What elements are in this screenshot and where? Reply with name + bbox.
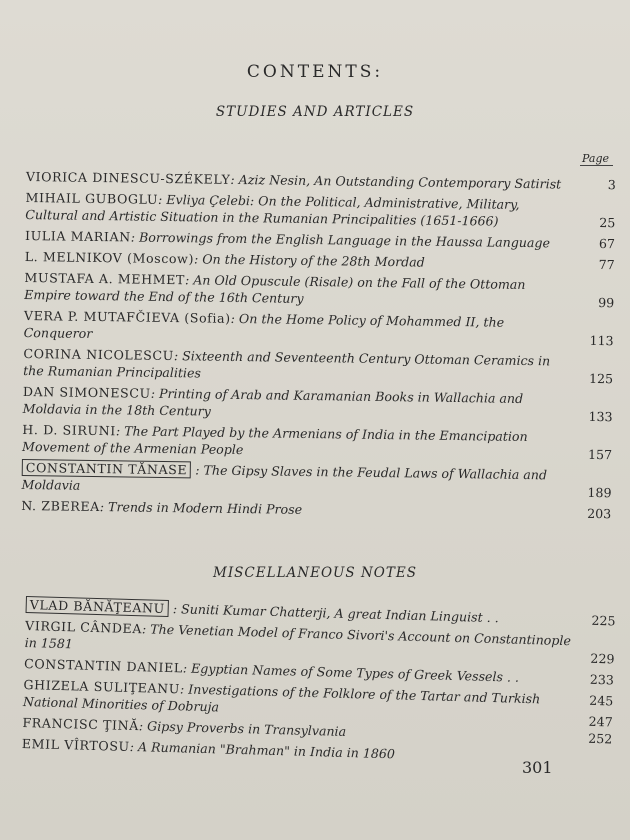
entry-page-number: 252 — [587, 730, 613, 747]
entry-author: L. MELNIKOV (Moscow) — [24, 248, 195, 267]
toc-entry — [24, 307, 614, 349]
toc-entry — [21, 459, 611, 501]
entry-author: GHIZELA SULIŢEANU — [23, 676, 181, 697]
page-number: 301 — [522, 758, 553, 777]
entry-page-number: 99 — [598, 295, 615, 311]
toc-entry — [22, 421, 612, 463]
entry-author: EMIL VÎRTOSU — [21, 735, 130, 754]
entry-author: MIHAIL GUBOGLU — [25, 189, 159, 207]
entry-author: VLAD BĂNĂŢEANU — [26, 596, 170, 617]
entry-separator: : — [129, 738, 139, 755]
entry-separator: : — [193, 251, 203, 267]
entry-separator: : — [230, 310, 240, 326]
entry-page-number: 25 — [599, 215, 616, 231]
page-column-label: Page — [582, 152, 610, 165]
entry-separator: : — [168, 600, 182, 617]
toc-entry — [23, 345, 613, 387]
entry-author: VERA P. MUTAFČIEVA (Sofia) — [23, 307, 231, 326]
entry-page-number: 225 — [591, 612, 616, 629]
entry-page-number: 125 — [588, 370, 614, 387]
entry-title: The Gipsy Slaves in the Feudal Laws of Wallachia and Moldavia — [21, 462, 548, 493]
entry-separator: : — [99, 499, 109, 515]
entry-page-number: 113 — [589, 332, 614, 349]
entry-separator: : — [182, 660, 192, 676]
entry-page-number: 67 — [598, 236, 616, 252]
toc-entry — [25, 189, 615, 231]
entry-separator: : — [179, 681, 189, 697]
entry-author: CONSTANTIN DANIEL — [23, 655, 184, 676]
entry-title: Egyptian Names of Some Types of Greek Vessels . . — [190, 660, 520, 685]
entry-page-number: 157 — [587, 446, 613, 463]
entry-author: H. D. SIRUNI — [22, 421, 116, 439]
entry-separator: : — [184, 272, 194, 288]
entry-author: IULIA MARIAN — [24, 227, 131, 245]
entry-author: N. ZBEREA — [21, 497, 100, 515]
toc-entry — [21, 497, 611, 522]
entry-title: Borrowings from the English Language in the Haussa Language — [138, 229, 551, 251]
entry-page-number: 77 — [598, 257, 615, 273]
entry-title: An Old Opuscule (Risale) on the Fall of the Ottoman Empire toward the End of the 16th Century — [24, 272, 526, 306]
entry-separator: : — [138, 718, 148, 734]
entry-page-number: 133 — [588, 408, 613, 425]
entry-separator: : — [158, 191, 167, 207]
entry-title: Sixteenth and Seventeenth Century Ottoman Ceramics in the Rumanian Principalities — [23, 348, 551, 381]
entry-author: CONSTANTIN TĂNASE — [22, 459, 192, 478]
entry-page-number: 233 — [589, 671, 615, 688]
entry-title: On the Home Policy of Mohammed II, the Conqueror — [23, 310, 505, 341]
section-misc-heading: MISCELLANEOUS NOTES — [213, 565, 417, 581]
entry-title: The Venetian Model of Franco Sivori's Account on Constantinople in 1581 — [24, 621, 572, 652]
entry-page-number: 229 — [590, 650, 615, 667]
entry-title: Aziz Nesin, An Outstanding Contemporary Satirist — [238, 171, 562, 192]
entry-title: Gipsy Proverbs in Transylvania — [146, 718, 347, 739]
entry-title: A Rumanian "Brahman" in India in 1860 — [137, 739, 396, 762]
entry-author: MUSTAFA A. MEHMET — [24, 269, 186, 288]
entry-separator: : — [173, 348, 183, 364]
entry-separator: : — [230, 171, 239, 187]
entry-title: Printing of Arab and Karamanian Books in Wallachia and Moldavia in the 18th Century — [22, 385, 524, 419]
toc-entry — [23, 383, 613, 425]
section-studies-heading: STUDIES AND ARTICLES — [215, 104, 415, 120]
entry-author: FRANCISC ŢINĂ — [22, 714, 140, 734]
entry-title: Suniti Kumar Chatterji, A great Indian Linguist . . — [180, 601, 499, 626]
entry-page-number: 203 — [587, 505, 612, 522]
entry-separator: : — [191, 462, 204, 478]
entry-title: Evliya Çelebi: On the Political, Administrative, Military, Cultural and Artistic Situation in the Rumanian Principalities (1651-1666) — [25, 191, 520, 229]
entry-page-number — [575, 767, 611, 768]
entry-title: The Part Played by the Armenians of India in the Emancipation Movement of the Armenian People — [22, 423, 528, 458]
entry-author: CORINA NICOLESCU — [23, 345, 175, 364]
entry-author: VIRGIL CÂNDEA — [24, 617, 143, 637]
entry-title: Trends in Modern Hindi Prose — [108, 499, 303, 517]
entry-separator: : — [150, 385, 160, 401]
entry-title: Investigations of the Folklore of the Tartar and Turkish National Minorities of Dobruja — [22, 681, 541, 715]
entry-separator: : — [141, 621, 151, 637]
studies-list — [21, 168, 616, 526]
entry-page-number: 247 — [588, 713, 613, 730]
entry-author: VIORICA DINESCU-SZÉKELY — [25, 168, 231, 187]
entry-author: DAN SIMONESCU — [22, 383, 151, 401]
entry-separator: : — [130, 229, 140, 245]
entry-page-number: 189 — [587, 484, 612, 501]
entry-page-number: 245 — [589, 692, 614, 709]
entry-page-number: 3 — [607, 177, 616, 193]
misc-list — [22, 596, 616, 772]
contents-heading: CONTENTS: — [246, 62, 384, 82]
toc-entry — [24, 269, 614, 311]
entry-separator: : — [115, 423, 125, 439]
entry-title: On the History of the 28th Mordad — [202, 251, 425, 270]
